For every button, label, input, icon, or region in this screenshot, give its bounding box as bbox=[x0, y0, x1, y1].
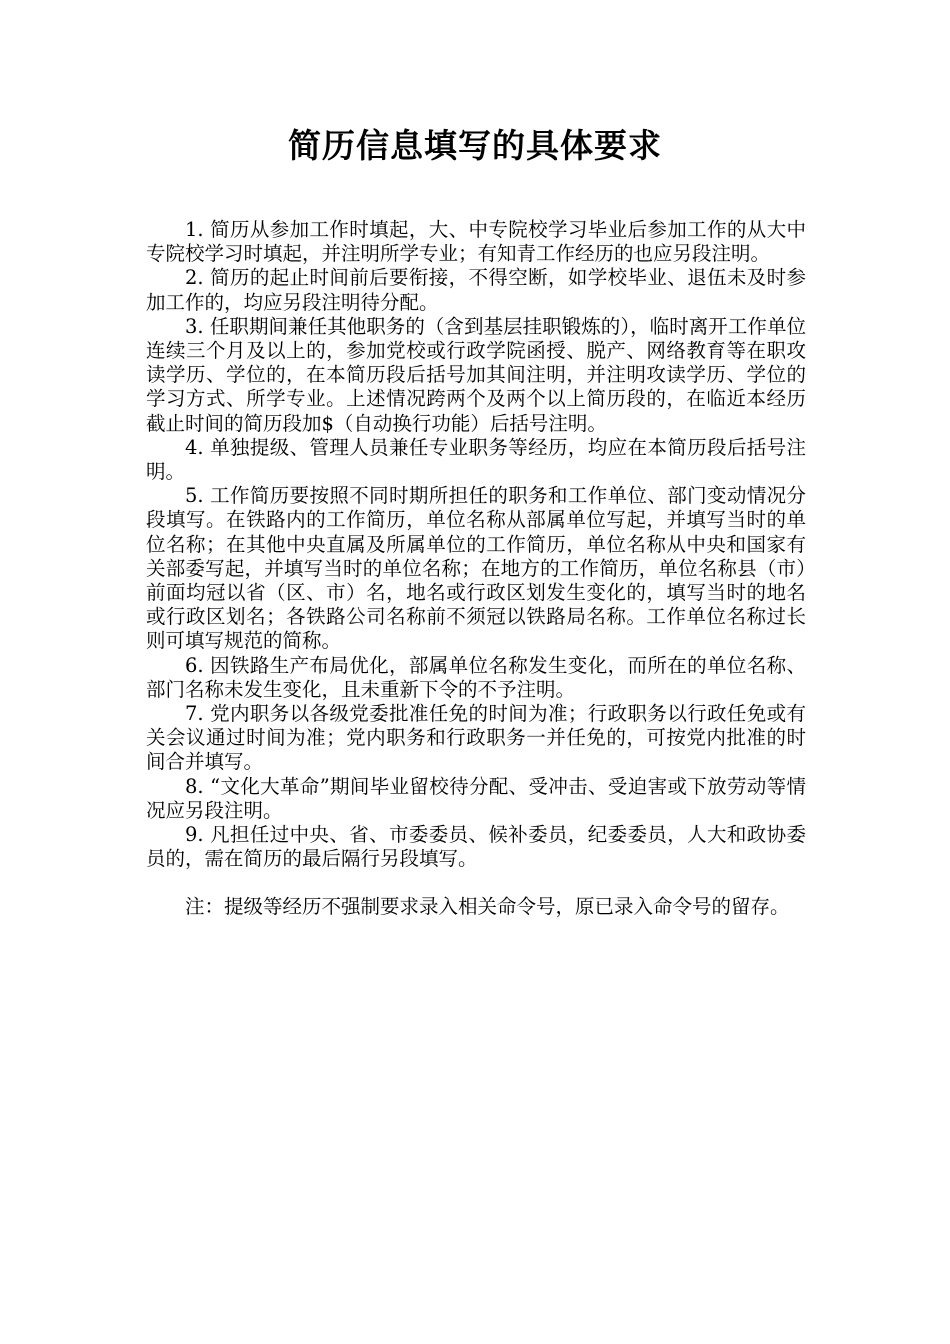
blank-line bbox=[146, 871, 806, 895]
requirement-paragraph-5: 5. 工作简历要按照不同时期所担任的职务和工作单位、部门变动情况分段填写。在铁路内的工作简历，单位名称从部属单位写起，并填写当时的单位名称；在其他中央直属及所属单位的工作简历，单位名称从中央和国家有关部委写起，并填写当时的单位名称；在地方的工作简历，单位名称县（市）前面均冠以省（区、市）名，地名或行政区划发生变化的，填写当时的地名或行政区划名；各铁路公司名称前不须冠以铁路局名称。工作单位名称过长则可填写规范的简称。 bbox=[146, 484, 806, 653]
requirement-paragraph-1: 1. 简历从参加工作时填起，大、中专院校学习毕业后参加工作的从大中专院校学习时填起，并注明所学专业；有知青工作经历的也应另段注明。 bbox=[146, 218, 806, 266]
requirement-paragraph-6: 6. 因铁路生产布局优化，部属单位名称发生变化，而所在的单位名称、部门名称未发生变化，且未重新下令的不予注明。 bbox=[146, 653, 806, 701]
requirement-paragraph-9: 9. 凡担任过中央、省、市委委员、候补委员，纪委委员，人大和政协委员的，需在简历的最后隔行另段填写。 bbox=[146, 823, 806, 871]
document-body bbox=[146, 218, 806, 920]
requirement-paragraph-3: 3. 任职期间兼任其他职务的（含到基层挂职锻炼的），临时离开工作单位连续三个月及以上的，参加党校或行政学院函授、脱产、网络教育等在职攻读学历、学位的，在本简历段后括号加其间注明，并注明攻读学历、学位的学习方式、所学专业。上述情况跨两个及两个以上简历段的，在临近本经历截止时间的简历段加$（自动换行功能）后括号注明。 bbox=[146, 314, 806, 435]
requirement-paragraph-7: 7. 党内职务以各级党委批准任免的时间为准；行政职务以行政任免或有关会议通过时间为准；党内职务和行政职务一并任免的，可按党内批准的时间合并填写。 bbox=[146, 702, 806, 774]
note-paragraph: 注：提级等经历不强制要求录入相关命令号，原已录入命令号的留存。 bbox=[185, 895, 790, 919]
requirement-paragraph-4: 4. 单独提级、管理人员兼任专业职务等经历，均应在本简历段后括号注明。 bbox=[146, 435, 806, 484]
requirement-paragraph-2: 2. 简历的起止时间前后要衔接，不得空断，如学校毕业、退伍未及时参加工作的，均应另段注明待分配。 bbox=[146, 266, 806, 314]
requirement-paragraph-8: 8. “文化大革命”期间毕业留校待分配、受冲击、受迫害或下放劳动等情况应另段注明。 bbox=[146, 774, 806, 822]
document-title: 简历信息填写的具体要求 bbox=[288, 126, 662, 165]
